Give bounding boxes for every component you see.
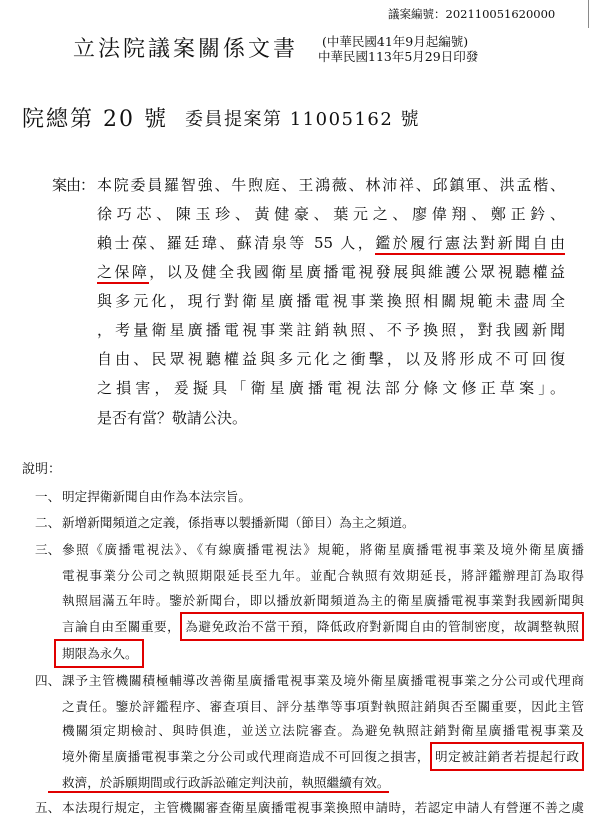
item-line: 明定捍衛新聞自由作為本法宗旨。 (62, 489, 251, 504)
red-underline-mark: 之保障 (97, 263, 149, 284)
item-number: 五、 (35, 800, 61, 815)
item-line-text: 言論自由至關重要， (62, 619, 181, 634)
item-number: 三、 (35, 542, 61, 557)
item-line (62, 747, 584, 767)
item-number: 一、 (35, 489, 61, 504)
item-line: 本法現行規定，主管機關審查衛星廣播電視事業換照申請時，若認定申請人有營運不善之虞 (62, 800, 584, 815)
red-underline-mark: 鑑於履行憲法對新聞自由 (375, 234, 565, 255)
case-line-text: 賴士葆、羅廷瑋、蘇清泉等 55 人， (97, 234, 376, 252)
case-line: 自由、民眾視聽權益與多元化之衝擊，以及將形成不可回復 (97, 350, 565, 368)
case-line: 徐巧芯、陳玉珍、黃健豪、葉元之、廖偉翔、鄭正鈐、 (97, 205, 565, 223)
proposal-number: 委員提案第 11005162 號 (185, 109, 421, 130)
item-line (62, 644, 584, 664)
item-line (62, 617, 584, 637)
item-line: 機關須定期檢討、與時俱進，並送立法院審查。為避免執照註銷對衛星廣播電視事業及 (62, 723, 584, 738)
case-line (97, 232, 565, 254)
print-date: 中華民國113年5月29日印發 (318, 49, 479, 64)
case-line: 本院委員羅智強、牛煦庭、王鴻薇、林沛祥、邱鎮軍、洪孟楷、 (97, 176, 565, 194)
yuan-total-number: 院總第 20 號 (22, 107, 168, 132)
item-line (62, 773, 584, 793)
document-title: 立法院議案關係文書 (73, 37, 299, 62)
red-box-mark: 期限為永久。 (54, 639, 144, 668)
case-label: 案由： (52, 176, 95, 194)
case-line: 是否有當？敬請公決。 (97, 409, 248, 427)
item-line: 執照屆滿五年時。鑒於新聞台，即以播放新聞頻道為主的衛星廣播電視事業對我國新聞與 (62, 593, 584, 608)
case-line: 與多元化，現行對衛星廣播電視事業換照相關規範未盡周全 (97, 292, 565, 310)
numbering-note: (中華民國41年9月起編號) (322, 34, 469, 49)
red-underline-mark: 救濟，於訴願期間或行政訴訟確定判決前，執照繼續有效。 (48, 775, 389, 793)
case-line-text: ，以及健全我國衛星廣播電視發展與維護公眾視聽權益 (149, 263, 565, 281)
item-line: 課予主管機關積極輔導改善衛星廣播電視事業及境外衛星廣播電視事業之分公司或代理商 (62, 673, 584, 688)
case-line: ，考量衛星廣播電視事業註銷執照、不予換照，對我國新聞 (97, 321, 565, 339)
item-line: 之責任。鑒於評鑑程序、審查項目、評分基準等事項對執照註銷與否至關重要，因此主管 (62, 699, 584, 714)
explanation-label: 說明： (22, 462, 62, 477)
item-number: 二、 (35, 515, 61, 530)
item-number: 四、 (35, 673, 61, 688)
item-line-text: 境外衛星廣播電視事業之分公司或代理商造成不可回復之損害， (62, 749, 430, 764)
item-line: 電視事業分公司之執照期限延長至九年。並配合執照有效期延長，將評鑑辦理訂為取得 (62, 568, 584, 583)
red-box-mark: 為避免政治不當干預，降低政府對新聞自由的管制密度，故調整執照 (180, 612, 584, 641)
red-box-mark: 明定被註銷者若提起行政 (430, 742, 584, 771)
case-line (97, 261, 565, 283)
item-line: 新增新聞頻道之定義，係指專以製播新聞（節目）為主之頻道。 (62, 515, 415, 530)
item-line: 參照《廣播電視法》、《有線廣播電視法》規範，將衛星廣播電視事業及境外衛星廣播 (62, 542, 584, 557)
page-edge-line (588, 0, 589, 28)
bill-number: 議案編號：202110051620000 (388, 7, 556, 21)
case-line: 之損害，爰擬具「衛星廣播電視法部分條文修正草案」。 (97, 379, 565, 397)
